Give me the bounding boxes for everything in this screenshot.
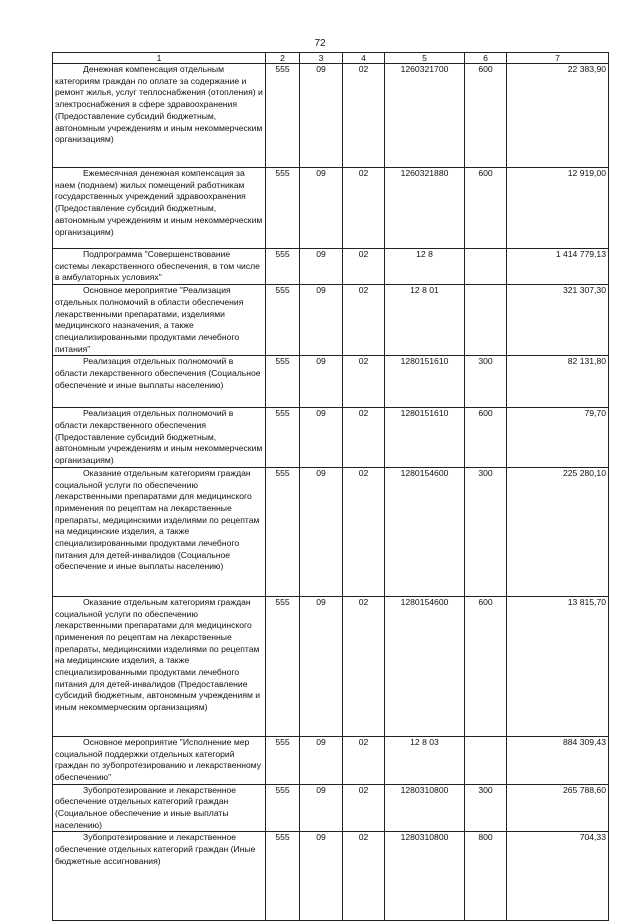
row-amount: 13 815,70 — [507, 596, 609, 736]
row-code-6: 600 — [465, 64, 507, 168]
row-code-6: 600 — [465, 168, 507, 249]
row-code-6: 800 — [465, 832, 507, 921]
table-row — [53, 249, 609, 285]
table-header-row — [53, 53, 609, 64]
row-name: Денежная компенсация отдельным категориям граждан по оплате за содержание и ремонт жилья, услуг теплоснабжения (отопления) и электроснабжения в сфере здравоохранения (Предоставление субсидий бюджетным, автономным учреждениям и иным некоммерческим организациям) — [53, 64, 266, 168]
row-name: Реализация отдельных полномочий в области лекарственного обеспечения (Социальное обеспечение и иные выплаты населению) — [53, 356, 266, 408]
row-code-6: 300 — [465, 784, 507, 832]
row-code-2: 555 — [266, 832, 300, 921]
page-number: 72 — [314, 38, 326, 49]
row-code-4: 02 — [343, 285, 385, 356]
row-amount: 265 788,60 — [507, 784, 609, 832]
budget-table — [52, 52, 609, 921]
row-amount: 225 280,10 — [507, 467, 609, 596]
table-row — [53, 285, 609, 356]
column-header: 3 — [300, 53, 343, 64]
row-code-4: 02 — [343, 832, 385, 921]
row-code-5: 1280151610 — [385, 356, 465, 408]
row-code-3: 09 — [300, 285, 343, 356]
table-row — [53, 64, 609, 168]
table-row — [53, 408, 609, 468]
row-code-6: 300 — [465, 467, 507, 596]
column-header: 6 — [465, 53, 507, 64]
row-code-5: 1260321700 — [385, 64, 465, 168]
row-code-4: 02 — [343, 408, 385, 468]
row-code-2: 555 — [266, 168, 300, 249]
row-code-5: 12 8 — [385, 249, 465, 285]
row-code-3: 09 — [300, 596, 343, 736]
row-code-5: 1280151610 — [385, 408, 465, 468]
row-code-2: 555 — [266, 408, 300, 468]
row-code-4: 02 — [343, 467, 385, 596]
table-row — [53, 784, 609, 832]
row-code-2: 555 — [266, 596, 300, 736]
row-code-5: 12 8 03 — [385, 736, 465, 784]
row-name: Зубопротезирование и лекарственное обеспечение отдельных категорий граждан (Социальное обеспечение и иные выплаты населению) — [53, 784, 266, 832]
column-header: 7 — [507, 53, 609, 64]
row-name: Основное мероприятие "Исполнение мер социальной поддержки отдельных категорий граждан по зубопротезированию и лекарственному обеспечению" — [53, 736, 266, 784]
row-name: Оказание отдельным категориям граждан социальной услуги по обеспечению лекарственными препаратами для медицинского применения по рецептам на лекарственные препараты, медицинскими изделиями по рецептам на медицинские изделия, а также специализированными продуктами лечебного питания для детей-инвалидов (Предоставление субсидий бюджетным, автономным учреждениям и иным некоммерческим организациям) — [53, 596, 266, 736]
column-header: 1 — [53, 53, 266, 64]
row-code-6: 600 — [465, 408, 507, 468]
row-code-6: 600 — [465, 596, 507, 736]
row-amount: 1 414 779,13 — [507, 249, 609, 285]
row-amount: 79,70 — [507, 408, 609, 468]
row-code-2: 555 — [266, 285, 300, 356]
row-code-4: 02 — [343, 784, 385, 832]
row-code-4: 02 — [343, 64, 385, 168]
row-code-4: 02 — [343, 168, 385, 249]
row-code-3: 09 — [300, 736, 343, 784]
table-row — [53, 596, 609, 736]
row-name: Реализация отдельных полномочий в области лекарственного обеспечения (Предоставление субсидий бюджетным, автономным учреждениям и иным некоммерческим организациям) — [53, 408, 266, 468]
row-code-5: 1280154600 — [385, 467, 465, 596]
row-code-3: 09 — [300, 168, 343, 249]
row-code-4: 02 — [343, 736, 385, 784]
row-code-3: 09 — [300, 784, 343, 832]
row-code-2: 555 — [266, 249, 300, 285]
table-row — [53, 832, 609, 921]
row-code-5: 1260321880 — [385, 168, 465, 249]
row-name: Ежемесячная денежная компенсация за наем (поднаем) жилых помещений работникам государственных учреждений здравоохранения (Предоставление субсидий бюджетным, автономным учреждениям и иным некоммерческим организациям) — [53, 168, 266, 249]
row-code-6: 300 — [465, 356, 507, 408]
table-row — [53, 168, 609, 249]
row-code-4: 02 — [343, 356, 385, 408]
row-amount: 22 383,90 — [507, 64, 609, 168]
row-code-2: 555 — [266, 784, 300, 832]
row-code-3: 09 — [300, 467, 343, 596]
row-amount: 704,33 — [507, 832, 609, 921]
table-row — [53, 467, 609, 596]
row-code-5: 12 8 01 — [385, 285, 465, 356]
row-name: Оказание отдельным категориям граждан социальной услуги по обеспечению лекарственными препаратами для медицинского применения по рецептам на лекарственные препараты, медицинскими изделиями по рецептам на медицинские изделия, а также специализированными продуктами лечебного питания для детей-инвалидов (Социальное обеспечение и иные выплаты населению) — [53, 467, 266, 596]
row-code-3: 09 — [300, 356, 343, 408]
table-row — [53, 736, 609, 784]
row-code-3: 09 — [300, 408, 343, 468]
row-amount: 82 131,80 — [507, 356, 609, 408]
row-code-3: 09 — [300, 832, 343, 921]
row-code-4: 02 — [343, 249, 385, 285]
row-code-2: 555 — [266, 64, 300, 168]
row-amount: 12 919,00 — [507, 168, 609, 249]
column-header: 2 — [266, 53, 300, 64]
row-code-6 — [465, 736, 507, 784]
table-row — [53, 356, 609, 408]
row-code-5: 1280154600 — [385, 596, 465, 736]
row-name: Зубопротезирование и лекарственное обеспечение отдельных категорий граждан (Иные бюджетные ассигнования) — [53, 832, 266, 921]
row-code-5: 1280310800 — [385, 832, 465, 921]
row-amount: 321 307,30 — [507, 285, 609, 356]
row-code-2: 555 — [266, 467, 300, 596]
row-amount: 884 309,43 — [507, 736, 609, 784]
row-code-2: 555 — [266, 356, 300, 408]
column-header: 5 — [385, 53, 465, 64]
row-name: Основное мероприятие "Реализация отдельных полномочий в области обеспечения лекарственными препаратами, изделиями медицинского назначения, а также специализированными продуктами лечебного питания" — [53, 285, 266, 356]
row-code-6 — [465, 285, 507, 356]
row-code-2: 555 — [266, 736, 300, 784]
row-code-6 — [465, 249, 507, 285]
row-code-5: 1280310800 — [385, 784, 465, 832]
row-code-3: 09 — [300, 64, 343, 168]
row-code-4: 02 — [343, 596, 385, 736]
row-name: Подпрограмма "Совершенствование системы лекарственного обеспечения, в том числе в амбулаторных условиях" — [53, 249, 266, 285]
row-code-3: 09 — [300, 249, 343, 285]
column-header: 4 — [343, 53, 385, 64]
